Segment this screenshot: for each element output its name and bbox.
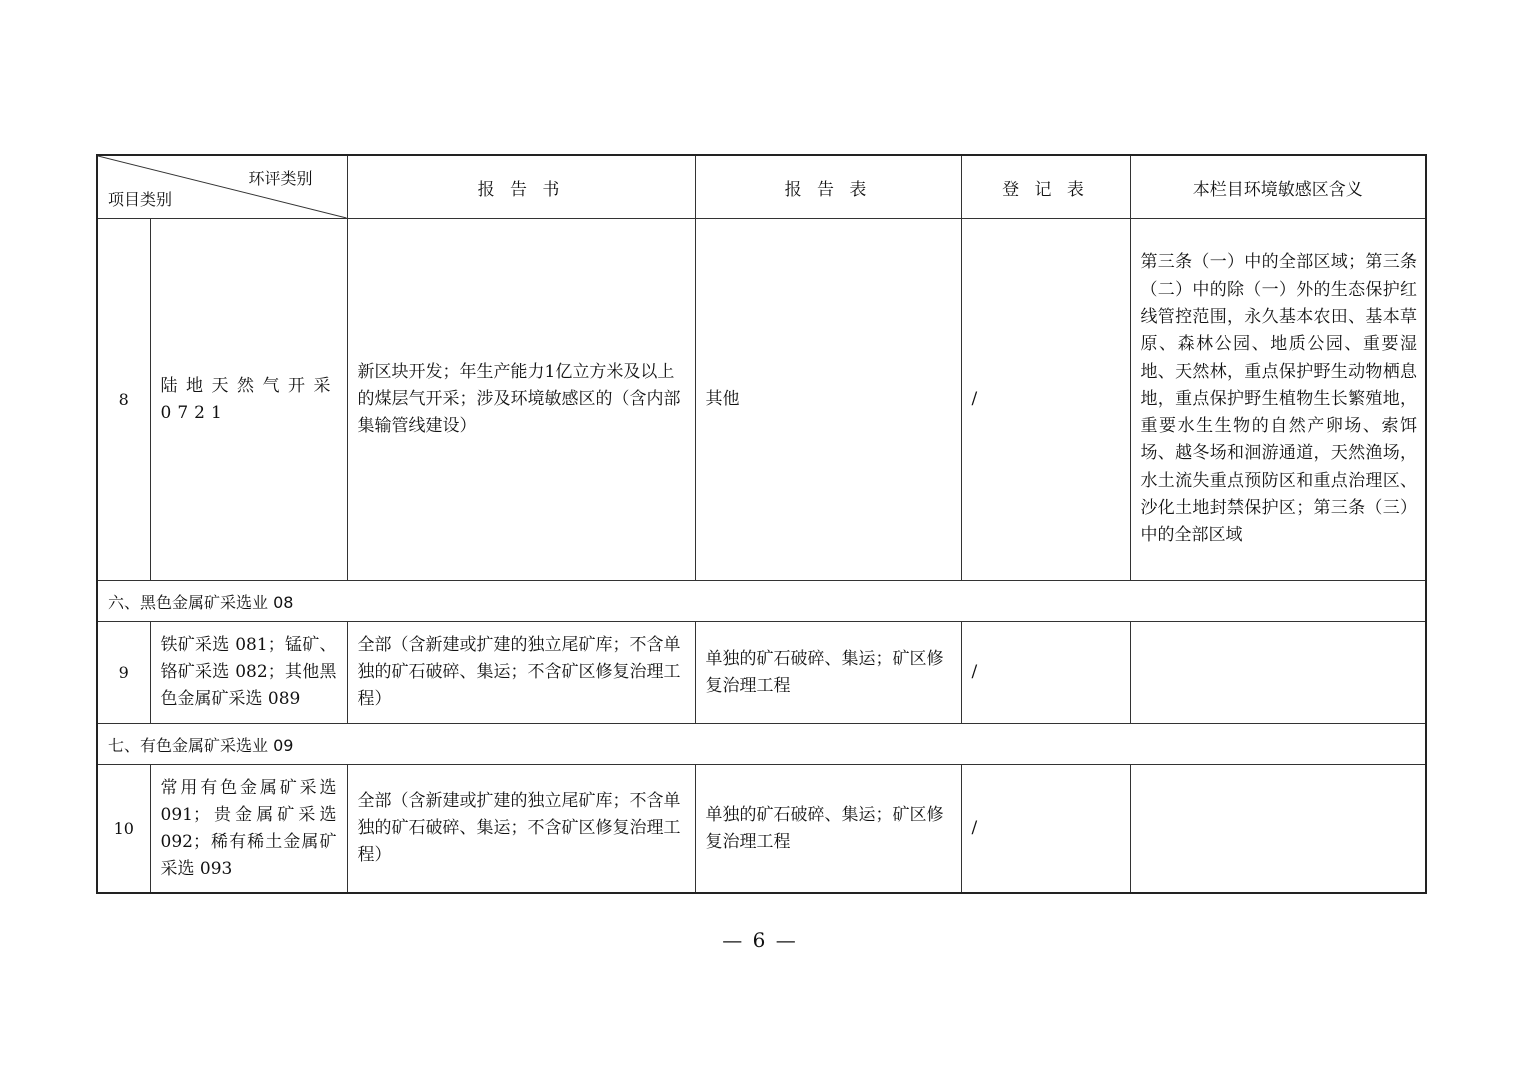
registration-form-cell: / <box>961 765 1130 894</box>
report-book-cell: 新区块开发；年生产能力1亿立方米及以上的煤层气开采；涉及环境敏感区的（含内部集输管线建设） <box>347 219 695 581</box>
sensitive-area-cell: 第三条（一）中的全部区域；第三条（二）中的除（一）外的生态保护红线管控范围，永久基本农田、基本草原、森林公园、地质公园、重要湿地、天然林，重点保护野生动物栖息地，重点保护野生植物生长繁殖地，重要水生生物的自然产卵场、索饵场、越冬场和洄游通道，天然渔场，水土流失重点预防区和重点治理区、沙化土地封禁保护区；第三条（三）中的全部区域 <box>1130 219 1426 581</box>
project-category-label: 项目类别 <box>108 190 173 209</box>
report-book-header: 报 告 书 <box>347 155 695 219</box>
row-number: 9 <box>97 622 150 724</box>
section-row <box>97 724 1426 765</box>
report-form-header: 报 告 表 <box>695 155 961 219</box>
registration-form-header: 登 记 表 <box>961 155 1130 219</box>
sensitive-area-cell <box>1130 622 1426 724</box>
section-title: 六、黑色金属矿采选业 08 <box>97 581 1426 622</box>
project-name: 陆地天然气开采0721 <box>150 219 347 581</box>
report-form-cell: 单独的矿石破碎、集运；矿区修复治理工程 <box>695 622 961 724</box>
registration-form-cell: / <box>961 219 1130 581</box>
report-form-cell: 单独的矿石破碎、集运；矿区修复治理工程 <box>695 765 961 894</box>
project-name: 铁矿采选 081；锰矿、铬矿采选 082；其他黑色金属矿采选 089 <box>150 622 347 724</box>
report-form-cell: 其他 <box>695 219 961 581</box>
eia-category-label: 环评类别 <box>248 169 313 188</box>
table-row <box>97 219 1426 581</box>
section-title: 七、有色金属矿采选业 09 <box>97 724 1426 765</box>
row-number: 8 <box>97 219 150 581</box>
table-row <box>97 622 1426 724</box>
report-book-cell: 全部（含新建或扩建的独立尾矿库；不含单独的矿石破碎、集运；不含矿区修复治理工程） <box>347 765 695 894</box>
row-number: 10 <box>97 765 150 894</box>
classification-table <box>96 154 1427 894</box>
page-number: — 6 — <box>722 928 798 952</box>
report-book-cell: 全部（含新建或扩建的独立尾矿库；不含单独的矿石破碎、集运；不含矿区修复治理工程） <box>347 622 695 724</box>
sensitive-area-cell <box>1130 765 1426 894</box>
project-name: 常用有色金属矿采选 091；贵金属矿采选 092；稀有稀土金属矿采选 093 <box>150 765 347 894</box>
diagonal-header-cell <box>97 155 347 219</box>
sensitive-area-header: 本栏目环境敏感区含义 <box>1130 155 1426 219</box>
registration-form-cell: / <box>961 622 1130 724</box>
table-row <box>97 765 1426 894</box>
section-row <box>97 581 1426 622</box>
table-header-row <box>97 155 1426 219</box>
